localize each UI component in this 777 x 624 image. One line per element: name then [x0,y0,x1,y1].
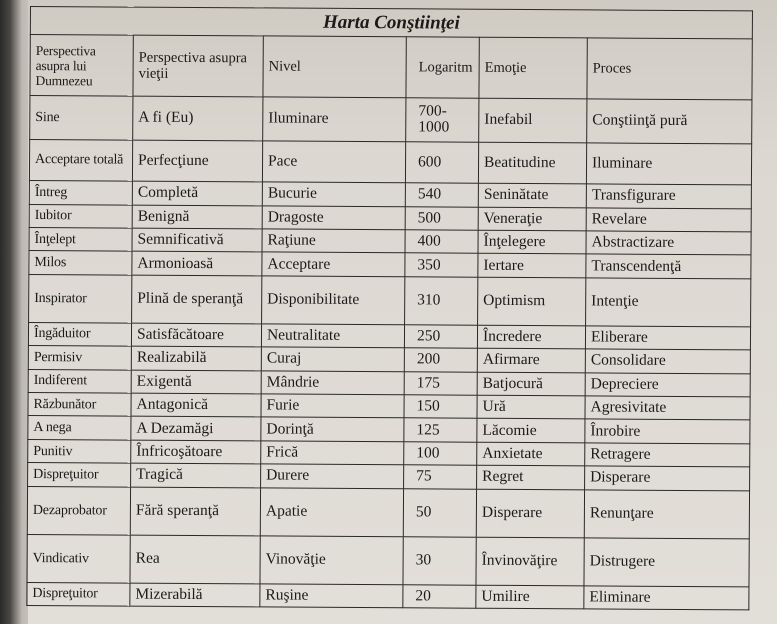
level-cell: Dragoste [262,206,405,230]
log-cell: 175 [404,371,477,395]
log-cell: 500 [405,206,478,230]
log-cell: 30 [403,536,476,584]
log-cell: 125 [404,418,477,442]
log-cell: 75 [404,465,477,489]
god-view-cell: Dispreţuitor [28,463,131,487]
log-cell: 50 [403,488,476,536]
life-view-cell: Semnificativă [132,228,262,252]
log-header: Logaritm [406,37,479,98]
log-cell: 700-1000 [406,98,479,142]
life-view-header: Perspectiva asupra vieţii [133,35,263,97]
table-row [29,274,751,326]
log-cell: 20 [403,584,476,608]
level-cell: Durere [261,464,404,488]
emotion-cell: Seninătate [478,183,586,207]
life-view-cell: A fi (Eu) [133,96,263,140]
god-view-cell: Acceptare totală [29,139,132,181]
process-cell: Transcendenţă [586,254,751,278]
process-cell: Disperare [585,466,750,490]
level-cell: Raţiune [262,229,405,253]
process-cell: Depreciere [585,372,750,396]
god-view-cell: Îngăduitor [28,322,131,346]
table-row [30,96,752,144]
emotion-cell: Batjocură [477,372,585,396]
emotion-cell: Umilire [476,585,584,609]
emotion-cell: Disperare [476,489,584,538]
log-cell: 310 [405,277,478,325]
process-cell: Intenţie [586,278,751,327]
log-cell: 540 [405,183,478,207]
log-cell: 150 [404,395,477,419]
emotion-cell: Beatitudine [478,142,586,184]
god-view-cell: Iubitor [29,204,132,228]
emotion-cell: Iertare [478,254,586,278]
life-view-cell: Perfecţiune [132,140,262,182]
god-view-cell: Dispreţuitor [27,582,130,606]
emotion-cell: Învinovăţire [476,537,584,586]
god-view-cell: Întreg [29,181,132,205]
level-cell: Mândrie [261,371,404,395]
process-cell: Retragere [585,443,750,467]
log-cell: 400 [405,230,478,254]
level-cell: Frică [261,441,404,465]
life-view-cell: Realizabilă [131,346,261,370]
process-cell: Abstractizare [586,231,751,255]
process-cell: Revelare [586,207,751,231]
god-view-cell: Permisiv [28,346,131,370]
emotion-cell: Inefabil [479,98,587,142]
process-header: Proces [587,38,752,100]
god-view-cell: Indiferent [28,369,131,393]
process-cell: Renunţare [584,490,749,539]
emotion-cell: Afirmare [477,348,585,372]
level-cell: Neutralitate [261,324,404,348]
process-cell: Agresivitate [585,396,750,420]
process-cell: Iluminare [586,143,751,186]
emotion-header: Emoţie [479,37,587,99]
process-cell: Înrobire [585,419,750,443]
emotion-cell: Ură [477,395,585,419]
header-row [30,35,752,100]
consciousness-map-table [26,6,753,610]
process-cell: Transfigurare [586,184,751,208]
level-cell: Curaj [261,347,404,371]
god-view-cell: Dezaprobator [27,486,130,535]
table-row [27,582,749,610]
process-cell: Eliminare [584,585,749,609]
log-cell: 250 [404,325,477,349]
life-view-cell: Înfricoşătoare [131,440,261,464]
level-cell: Acceptare [262,252,405,276]
table-row [27,486,749,538]
level-cell: Vinovăţie [260,536,403,585]
life-view-cell: Rea [130,535,260,584]
level-cell: Dorinţă [261,417,404,441]
process-cell: Conştiinţă pură [587,99,752,144]
life-view-cell: Fără speranţă [130,487,260,536]
life-view-cell: Armonioasă [132,252,262,276]
log-cell: 600 [405,141,478,183]
god-view-cell: Înţelept [29,227,132,251]
level-cell: Furie [261,394,404,418]
level-cell: Disponibilitate [262,276,405,325]
life-view-cell: Exigentă [131,370,261,394]
log-cell: 100 [404,442,477,466]
life-view-cell: Plină de speranţă [132,275,262,324]
god-view-header: Perspectiva asupra lui Dumnezeu [30,35,133,97]
log-cell: 350 [405,253,478,277]
process-cell: Distrugere [584,538,749,587]
life-view-cell: Tragică [131,463,261,487]
table-row [27,534,749,586]
level-cell: Bucurie [262,182,405,206]
emotion-cell: Optimism [478,277,586,326]
process-cell: Eliberare [585,326,750,350]
life-view-cell: Completă [132,181,262,205]
life-view-cell: A Dezamăgi [131,417,261,441]
life-view-cell: Mizerabilă [130,583,260,607]
god-view-cell: Sine [30,96,133,140]
god-view-cell: Milos [29,251,132,275]
god-view-cell: A nega [28,416,131,440]
life-view-cell: Benignă [132,205,262,229]
god-view-cell: Inspirator [29,274,132,323]
god-view-cell: Vindicativ [27,534,130,583]
life-view-cell: Satisfăcătoare [131,323,261,347]
god-view-cell: Răzbunător [28,393,131,417]
emotion-cell: Veneraţie [478,207,586,231]
emotion-cell: Înţelegere [478,230,586,254]
table-row [29,139,751,185]
level-cell: Pace [262,141,405,183]
level-cell: Iluminare [263,97,406,142]
table-body [27,96,752,610]
level-cell: Ruşine [260,583,403,607]
emotion-cell: Lăcomie [477,419,585,443]
emotion-cell: Regret [477,466,585,490]
god-view-cell: Punitiv [28,439,131,463]
emotion-cell: Anxietate [477,442,585,466]
process-cell: Consolidare [585,349,750,373]
emotion-cell: Încredere [477,325,585,349]
log-cell: 200 [404,348,477,372]
table-title: Harta Conştiinţei [30,7,752,39]
life-view-cell: Antagonică [131,393,261,417]
level-header: Nivel [263,36,406,98]
level-cell: Apatie [260,488,403,537]
